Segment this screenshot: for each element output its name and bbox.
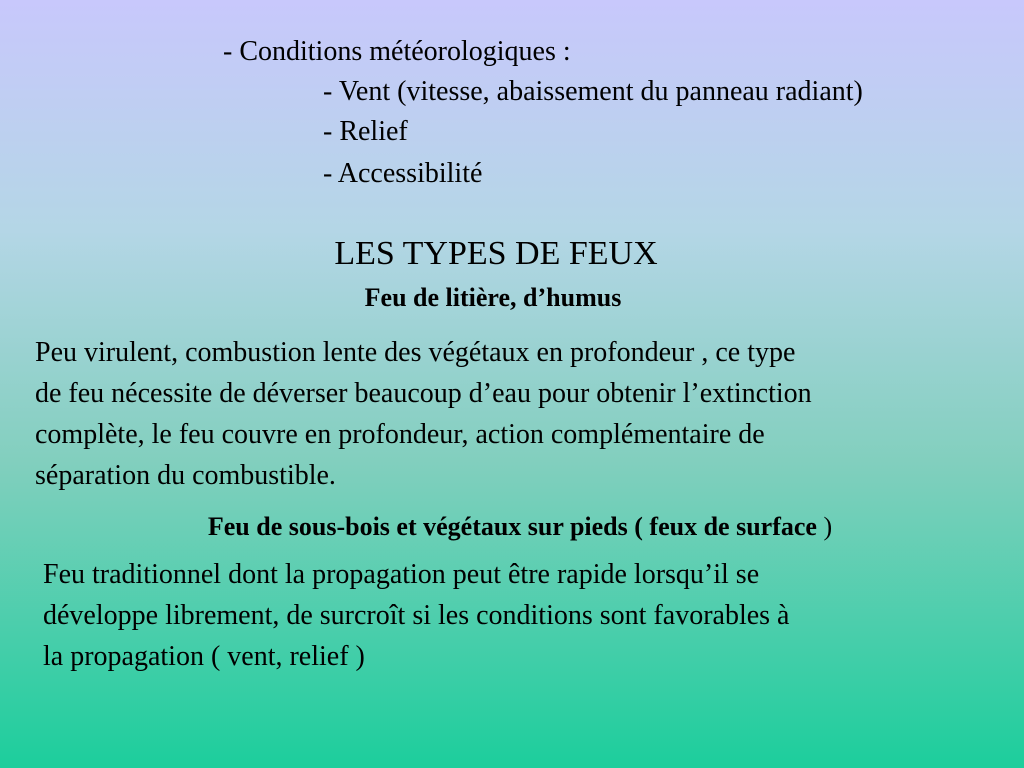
section2-line: développe librement, de surcroît si les conditions sont favorables à: [43, 600, 790, 631]
section2-line: Feu traditionnel dont la propagation peut être rapide lorsqu’il se: [43, 559, 760, 590]
section1-line: séparation du combustible.: [35, 460, 336, 491]
section2-title-bold: Feu de sous-bois et végétaux sur pieds ( feux de surface: [207, 512, 817, 541]
conditions-item-relief: - Relief: [323, 116, 408, 147]
section1-line: Peu virulent, combustion lente des végétaux en profondeur , ce type: [35, 337, 796, 368]
conditions-header: - Conditions météorologiques :: [223, 36, 571, 67]
conditions-item-accessibility: - Accessibilité: [323, 158, 483, 189]
slide-title: LES TYPES DE FEUX: [334, 235, 658, 272]
section2-paragraph: [43, 554, 789, 677]
section2-title-end: ): [816, 512, 833, 541]
section1-paragraph: [35, 332, 812, 496]
conditions-item-wind: - Vent (vitesse, abaissement du panneau radiant): [323, 76, 863, 107]
section1-line: de feu nécessite de déverser beaucoup d’eau pour obtenir l’extinction: [35, 378, 812, 409]
section1-title: Feu de litière, d’humus: [364, 283, 622, 312]
section2-line: la propagation ( vent, relief ): [43, 641, 365, 672]
section2-title: [0, 514, 1024, 540]
section1-line: complète, le feu couvre en profondeur, action complémentaire de: [35, 419, 765, 450]
